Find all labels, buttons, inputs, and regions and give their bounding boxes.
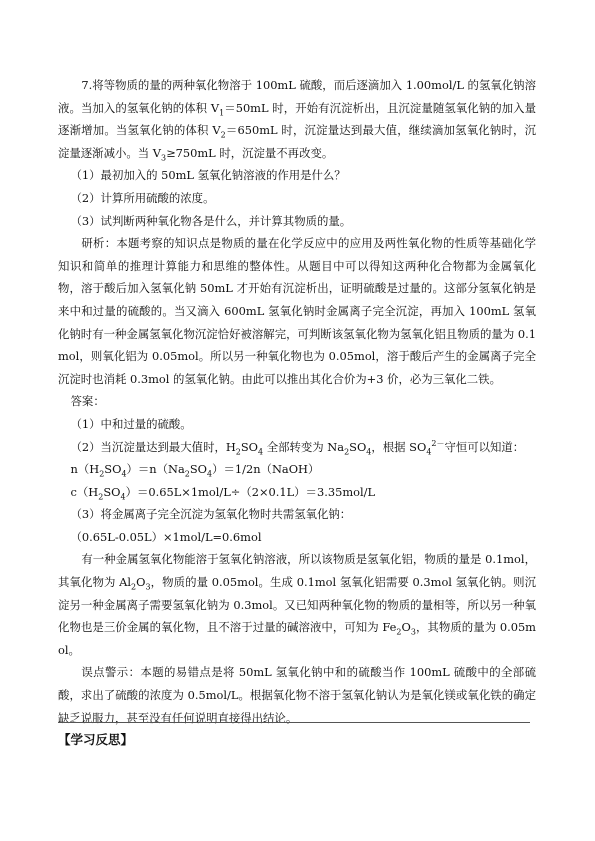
reflection-answer-line (58, 722, 530, 723)
question-number: 7. (81, 78, 93, 92)
answer-3-explanation: 有一种金属氢氧化物能溶于氢氧化钠溶液，所以该物质是氢氧化铝，物质的量是 0.1mol，其氧化物为 $Al_2O_3$，物质的量 0.05mol。生成 0.1mol 氢氧化铝需要 0.3mol 氢氧化钠。则沉淀另一种金属离子需要氢氧化钠为 0.3mol。又已知两种氧化物的物质的量相等，所以另一种氧化物也是三价金属的氧化物，且不溶于过量的碱溶液中，可知为 $Fe_2O_3$，其物质的量为 0.05mol。 (58, 552, 536, 657)
answer-3: （3）将金属离子完全沉淀为氢氧化物时共需氢氧化钠： (70, 507, 352, 522)
question-stem: 7.将等物质的量的两种氧化物溶于 100mL 硫酸，而后逐滴加入 1.00mol/L 的氢氧化钠溶液。当加入的氢氧化钠的体积 $V_1=50mL$ 时，开始有沉淀析出，且沉淀量随氢氧化钠的加入量逐渐增加。当氢氧化钠的体积 $V_2=650mL$ 时，沉淀量达到最大值，继续滴加氢氧化钠时，沉淀量逐渐减小。当 $V_3\ge 750mL$ 时，沉淀量不再改变。 (58, 78, 537, 163)
error-warning-paragraph: 误点警示：本题的易错点是将 50mL 氢氧化钠中和的硫酸当作 100mL 硫酸中的全部硫酸，求出了硫酸的浓度为 0.5mol/L。根据氧化物不溶于氢氧化钠认为是氧化镁或氧化铁的确定缺乏说服力，甚至没有任何说明直接得出结论。 (58, 665, 536, 725)
sub-question-1: （1）最初加入的 50mL 氢氧化钠溶液的作用是什么？ (70, 168, 346, 183)
answer-2: （2）当沉淀量达到最大值时，$H_2SO_4$ 全部转变为 $Na_2SO_4$，根据 $SO_4^{2-}$守恒可以知道： (70, 438, 525, 456)
answer-label: 答案： (70, 394, 105, 409)
answer-1: （1）中和过量的硫酸。 (70, 416, 192, 431)
reflection-heading: 【学习反思】 (58, 732, 134, 748)
equation-naoh-total: （0.65L-0.05L）×1mol/L=0.6mol (70, 529, 262, 544)
analysis-paragraph: 研析：本题考察的知识点是物质的量在化学反应中的应用及两性氧化物的性质等基础化学知识和简单的推理计算能力和思维的整体性。从题目中可以得知这两种化合物都为金属氧化物，溶于酸后加入氢氧化钠 50mL 才开始有沉淀析出，证明硫酸是过量的。这部分氢氧化钠是来中和过量的硫酸的。当又滴入 600mL 氢氧化钠时金属离子完全沉淀，再加入 100mL 氢氧化钠时有一种金属氢氧化物沉淀恰好被溶解完，可判断该氢氧化物为氢氧化铝且物质的量为 0.1mol，则氧化铝为 0.05mol。所以另一种氧化物也为 0.05mol，溶于酸后产生的金属离子完全沉淀时也消耗 0.3mol 的氢氧化钠。由此可以推出其化合价为+3 价，必为三氧化二铁。 (58, 236, 536, 386)
sub-question-3: （3）试判断两种氧化物各是什么，并计算其物质的量。 (70, 213, 352, 228)
equation-concentration: $c(H_2SO_4)=0.65L\times 1mol/L\div(2\times 0.1L)=3.35mol/L$ (70, 484, 376, 501)
equation-mole-relation: $n(H_2SO_4)=n(Na_2SO_4)=1/2n(NaOH)$ (70, 462, 320, 479)
document-body (58, 74, 536, 751)
sub-question-2: （2）计算所用硫酸的浓度。 (70, 190, 215, 205)
